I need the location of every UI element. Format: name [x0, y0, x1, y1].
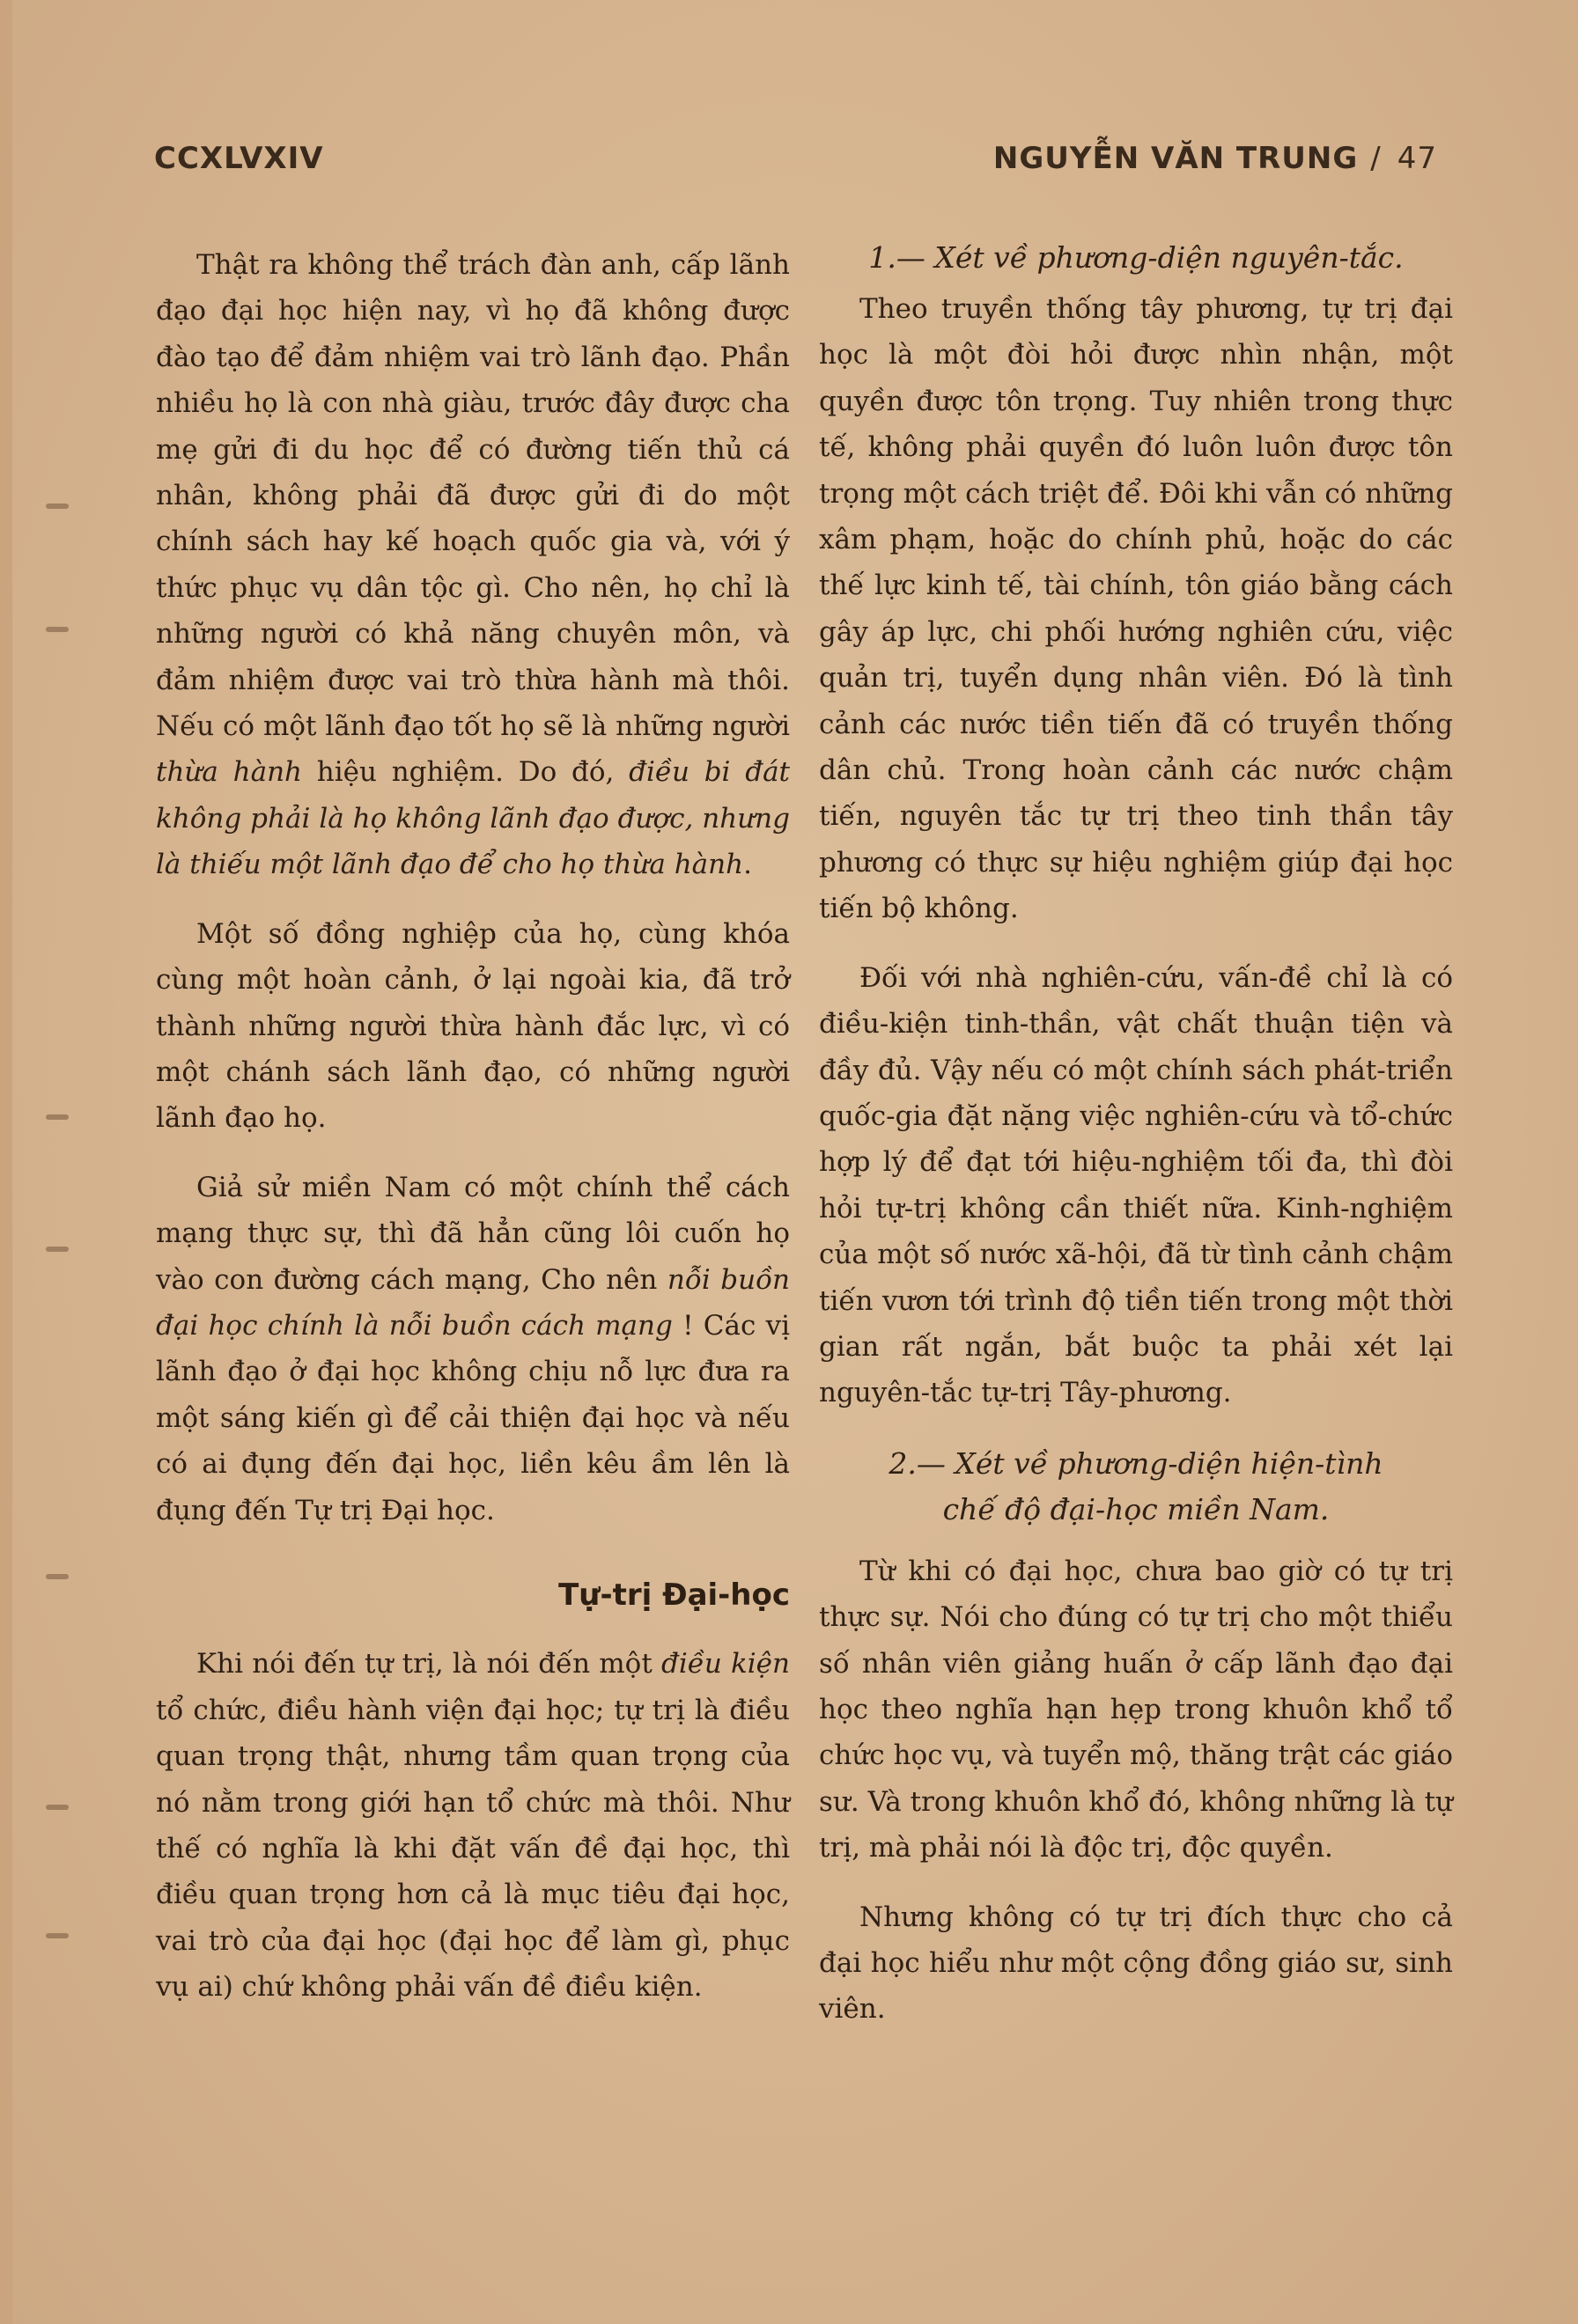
paragraph: Đối với nhà nghiên-cứu, vấn-đề chỉ là có điều-kiện tinh-thần, vật chất thuận tiện và đầy đủ. Vậy nếu có một chính sách phát-triển quốc-gia đặt nặng việc nghiên-cứu và tổ-chức hợp lý để đạt tới hiệu-nghiệm tối đa, thì đòi hỏi tự-trị không cần thiết nữa. Kinh-nghiệm của một số nước xã-hội, đã từ tình cảnh chậm tiến vươn tới trình độ tiền tiến trong một thời gian rất ngắn, bắt buộc ta phải xét lại nguyên-tắc tự-trị Tây-phương. [819, 961, 1453, 1409]
paragraph-text: Thật ra không thể trách đàn anh, cấp lãnh đạo đại học hiện nay, vì họ đã không được đào tạo để đảm nhiệm vai trò lãnh đạo. Phần nhiều họ là con nhà giàu, trước đây được cha mẹ gửi đi du học để có đường tiến thủ cá nhân, không phải đã được gửi đi do một chính sách hay kế hoạch quốc gia và, với ý thức phục vụ dân tộc gì. Cho nên, họ chỉ là những người có khả năng chuyên môn, và đảm nhiệm được vai trò thừa hành mà thôi. Nếu có một lãnh đạo tốt họ sẽ là những người [156, 249, 790, 743]
paragraph-text: Khi nói đến tự trị, là nói đến một [196, 1648, 661, 1680]
section-title [819, 1441, 1453, 1533]
paragraph-emphasis: điều bi đát không phải là họ không lãnh đạo được, nhưng là thiếu một lãnh đạo để cho họ thừa hành [156, 756, 791, 881]
margin-mark [46, 504, 69, 509]
page-header [0, 141, 1578, 185]
paragraph-emphasis: thừa hành [156, 756, 303, 789]
author-name: NGUYỄN VĂN TRUNG [992, 141, 1359, 176]
right-column [819, 242, 1453, 2033]
running-head: CCXLVXIV [154, 141, 324, 176]
page-number: 47 [1397, 141, 1437, 176]
margin-mark [46, 627, 69, 632]
margin-mark [46, 1247, 69, 1252]
page-edge [0, 0, 12, 2324]
paragraph-text: hiệu nghiệm. Do đó, [302, 756, 630, 789]
author-head [993, 141, 1437, 176]
paragraph [156, 1165, 790, 1533]
paragraph: Từ khi có đại học, chưa bao giờ có tự trị thực sự. Nói cho đúng có tự trị cho một thiểu số nhân viên giảng huấn ở cấp lãnh đạo đại học theo nghĩa hạn hẹp trong khuôn khổ tổ chức học vụ, và tuyển mộ, thăng trật các giáo sư. Và trong khuôn khổ đó, không những là tự trị, mà phải nói là độc trị, độc quyền. [819, 1555, 1453, 1864]
section-title-line: 2.— Xét về phương-diện hiện-tình [889, 1445, 1383, 1481]
paragraph [156, 242, 790, 888]
header-separator: / [1370, 141, 1382, 176]
left-column [156, 242, 790, 2011]
paragraph-text: . [743, 849, 752, 881]
section-title: 1.— Xét về phương-diện nguyên-tắc. [868, 240, 1404, 275]
paragraph-text: tổ chức, điều hành viện đại học; tự trị là điều quan trọng thật, nhưng tầm quan trọng của nó nằm trong giới hạn tổ chức mà thôi. Như thế có nghĩa là khi đặt vấn đề đại học, thì điều quan trọng hơn cả là mục tiêu đại học, vai trò của đại học (đại học để làm gì, phục vụ ai) chứ không phải vấn đề điều kiện. [156, 1694, 790, 2004]
section-title-line: chế độ đại-học miền Nam. [942, 1491, 1330, 1526]
paragraph-emphasis: điều kiện [660, 1648, 790, 1680]
paragraph [156, 1641, 790, 2010]
paragraph: Một số đồng nghiệp của họ, cùng khóa cùng một hoàn cảnh, ở lại ngoài kia, đã trở thành những người thừa hành đắc lực, vì có một chánh sách lãnh đạo, có những người lãnh đạo họ. [156, 917, 790, 1135]
paragraph-text: Giả sử miền Nam có một chính thể cách mạng thực sự, thì đã hẳn cũng lôi cuốn họ vào con đường cách mạng, Cho nên [156, 1171, 790, 1296]
paragraph: Theo truyền thống tây phương, tự trị đại học là một đòi hỏi được nhìn nhận, một quyền được tôn trọng. Tuy nhiên trong thực tế, không phải quyền đó luôn luôn được tôn trọng một cách triệt để. Đôi khi vẫn có những xâm phạm, hoặc do chính phủ, hoặc do các thế lực kinh tế, tài chính, tôn giáo bằng cách gây áp lực, chi phối hướng nghiên cứu, việc quản trị, tuyển dụng nhân viên. Đó là tình cảnh các nước tiền tiến đã có truyền thống dân chủ. Trong hoàn cảnh các nước chậm tiến, nguyên tắc tự trị theo tinh thần tây phương có thực sự hiệu nghiệm giúp đại học tiến bộ không. [819, 293, 1453, 925]
margin-mark [46, 1114, 69, 1120]
margin-mark [46, 1574, 69, 1579]
margin-mark [46, 1805, 69, 1810]
section-subheading: Tự-trị Đại-học [558, 1577, 790, 1613]
paragraph-text: ! Các vị lãnh đạo ở đại học không chịu nỗ lực đưa ra một sáng kiến gì để cải thiện đại học và nếu có ai đụng đến đại học, liền kêu ầm lên là đụng đến Tự trị Đại học. [156, 1309, 790, 1526]
margin-mark [46, 1933, 69, 1938]
paragraph: Nhưng không có tự trị đích thực cho cả đại học hiểu như một cộng đồng giáo sư, sinh viên. [819, 1901, 1453, 2026]
paragraph-emphasis: nỗi buồn đại học chính là nỗi buồn cách mạng [156, 1263, 790, 1342]
